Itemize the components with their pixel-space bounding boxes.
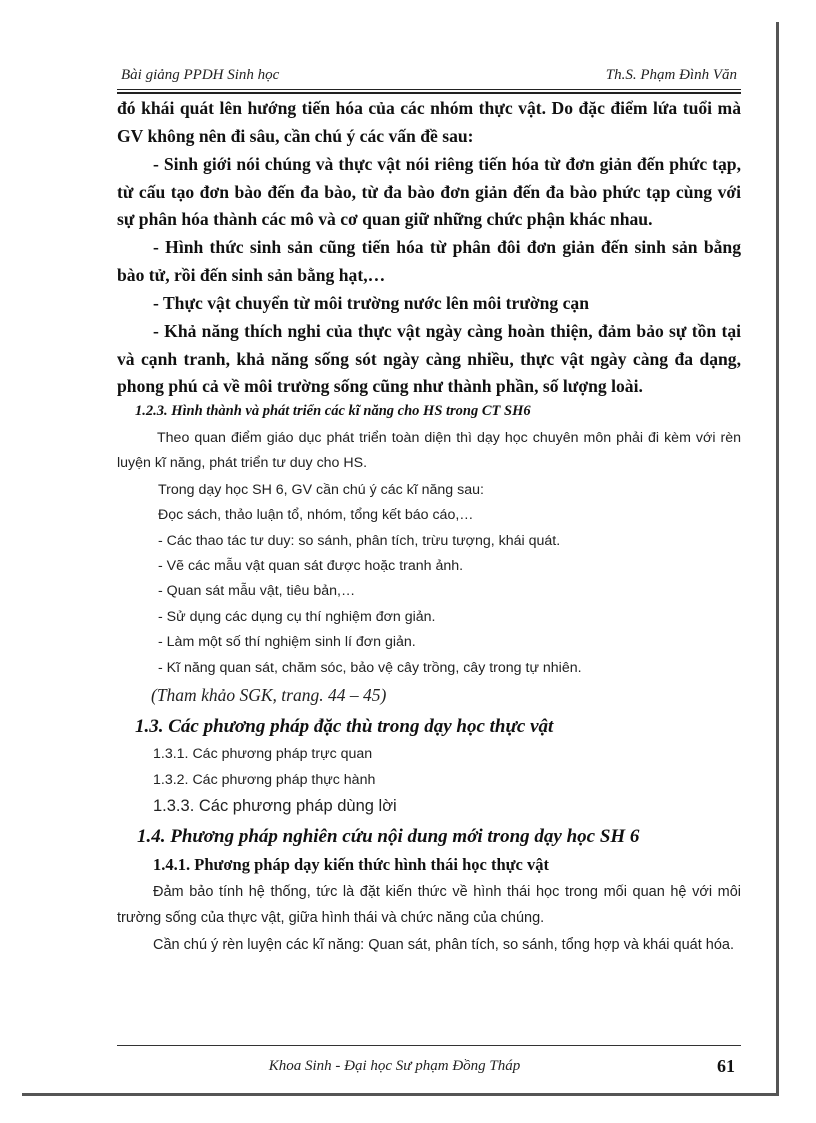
skill-line-7: - Làm một số thí nghiệm sinh lí đơn giản.	[158, 634, 416, 650]
header-rule	[117, 89, 741, 90]
header-course-title: Bài giảng PPDH Sinh học	[121, 67, 280, 83]
skill-line-8: - Kĩ năng quan sát, chăm sóc, bảo vệ cây trồng, cây trong tự nhiên.	[158, 660, 582, 676]
skill-line-2: Đọc sách, thảo luận tổ, nhóm, tổng kết báo cáo,…	[158, 507, 474, 523]
page-number: 61	[717, 1056, 735, 1076]
section-1-4-heading: 1.4. Phương pháp nghiên cứu nội dung mới trong dạy học SH 6	[137, 826, 640, 847]
body-paragraph-2: - Sinh giới nói chúng và thực vật nói riêng tiến hóa từ đơn giản đến phức tạp, từ cấu tạo đơn bào đến đa bào, từ đa bào đơn giản đến đa bào phức tạp cùng với sự phân hóa thành các mô và cơ quan giữ những chức phận khác nhau.	[117, 154, 741, 229]
skill-line-5: - Quan sát mẫu vật, tiêu bản,…	[158, 583, 356, 599]
section-1-3-heading: 1.3. Các phương pháp đặc thù trong dạy học thực vật	[135, 716, 554, 737]
section-1-2-3-heading: 1.2.3. Hình thành và phát triển các kĩ năng cho HS trong CT SH6	[135, 403, 531, 419]
method-item-3: 1.3.3. Các phương pháp dùng lời	[153, 797, 397, 815]
section-1-4-1-heading: 1.4.1. Phương pháp dạy kiến thức hình thái học thực vật	[153, 855, 549, 874]
skill-line-6: - Sử dụng các dụng cụ thí nghiệm đơn giản.	[158, 609, 436, 625]
body-paragraph-4: - Thực vật chuyển từ môi trường nước lên môi trường cạn	[153, 293, 589, 313]
header-rule-thick	[117, 92, 741, 94]
skill-line-4: - Vẽ các mẫu vật quan sát được hoặc tranh ảnh.	[158, 558, 464, 574]
method-item-2: 1.3.2. Các phương pháp thực hành	[153, 772, 376, 788]
footer-institution: Khoa Sinh - Đại học Sư phạm Đồng Tháp	[268, 1058, 521, 1074]
body-paragraph-5: - Khả năng thích nghi của thực vật ngày càng hoàn thiện, đảm bảo sự tồn tại và cạnh tranh, khả năng sống sót ngày càng nhiều, thực vật ngày càng đa dạng, phong phú cả về môi trường sống cũng như thành phần, số lượng loài.	[117, 321, 741, 396]
section-1-4-1-paragraph-1: Đảm bảo tính hệ thống, tức là đặt kiến thức về hình thái học trong mối quan hệ với môi trường sống của thực vật, giữa hình thái và chức năng của chúng.	[117, 884, 741, 926]
header-author: Th.S. Phạm Đình Văn	[605, 67, 737, 83]
section-1-4-1-paragraph-2: Cần chú ý rèn luyện các kĩ năng: Quan sát, phân tích, so sánh, tổng hợp và khái quát hóa.	[153, 937, 735, 953]
method-item-1: 1.3.1. Các phương pháp trực quan	[153, 746, 373, 762]
body-paragraph-3: - Hình thức sinh sản cũng tiến hóa từ phân đôi đơn giản đến sinh sản bằng bào tử, rồi đến sinh sản bằng hạt,…	[117, 237, 741, 285]
reference-note: (Tham khảo SGK, trang. 44 – 45)	[151, 685, 387, 705]
skill-line-1: Trong dạy học SH 6, GV cần chú ý các kĩ năng sau:	[158, 482, 484, 498]
skill-line-3: - Các thao tác tư duy: so sánh, phân tích, trừu tượng, khái quát.	[158, 533, 561, 549]
page-footer	[117, 1058, 741, 1080]
section-1-2-3-intro: Theo quan điểm giáo dục phát triển toàn diện thì dạy học chuyên môn phải đi kèm với rèn luyện kĩ năng, phát triển tư duy cho HS.	[117, 430, 741, 471]
footer-rule	[117, 1045, 741, 1046]
body-paragraph-1: đó khái quát lên hướng tiến hóa của các nhóm thực vật. Do đặc điểm lứa tuổi mà GV không nên đi sâu, cần chú ý các vấn đề sau:	[117, 98, 741, 146]
running-header	[117, 65, 741, 89]
